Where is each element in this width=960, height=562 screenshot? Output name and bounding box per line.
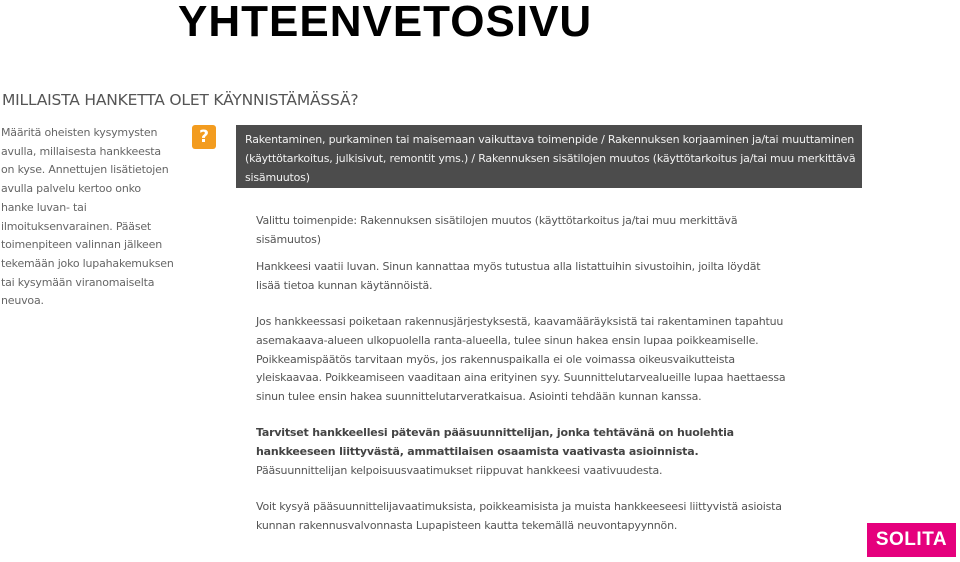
permit-needed-text: Hankkeesi vaatii luvan. Sinun kannattaa myös tutustua alla listattuihin sivustoihin, joilta löydät lisää tietoa kunnan käytännöistä. (256, 260, 761, 292)
contact-info-text: Voit kysyä pääsuunnittelijavaatimuksista, poikkeamisista ja muista hankkeeseesi liittyvistä asioista kunnan rakennusvalvonnasta Lupapisteen kautta tekemällä neuvontapyynnön. (256, 500, 782, 532)
deviation-info-text: Jos hankkeessasi poiketaan rakennusjärjestyksestä, kaavamääräyksistä tai rakentaminen tapahtuu asemakaava-alueen ulkopuolella ranta-alueella, tulee sinun hakea ensin lupaa poikkeamiselle. Poikkeamispäätös tarvitaan myös, jos rakennuspaikalla ei ole voimassa oikeusvaikutteista yleiskaavaa. Poikkeamiseen vaaditaan aina erityinen syy. Suunnittelutarvealueille lupaa haettaessa sinun tulee ensin hakea suunnittelutarveratkaisua. Asiointi tehdään kunnan kanssa. (256, 315, 786, 403)
summary-content (256, 212, 786, 532)
designer-text: Pääsuunnittelijan kelpoisuusvaatimukset riippuvat hankkeesi vaativuudesta. (256, 463, 663, 477)
slide-title: YHTEENVETOSIVU (178, 0, 593, 46)
designer-info (256, 424, 786, 480)
instructions-text: Määritä oheisten kysymysten avulla, millaisesta hankkeesta on kyse. Annettujen lisätietojen avulla palvelu kertoo onko hanke luvan- tai ilmoituksenvarainen. Pääset toimenpiteen valinnan jälkeen tekemään joko lupahakemuksen tai kysymään viranomaiselta neuvoa. (1, 126, 174, 308)
help-icon[interactable]: ? (192, 125, 216, 149)
designer-bold-text: Tarvitset hankkeellesi pätevän pääsuunnittelijan, jonka tehtävänä on huolehtia hankkeeseen liittyvästä, ammattilaisen osaamista vaativasta asioinnista. (256, 426, 734, 458)
selection-summary: Rakentaminen, purkaminen tai maisemaan vaikuttava toimenpide / Rakennuksen korjaaminen ja/tai muuttaminen (käyttötarkoitus, julkisivut, remontit yms.) / Rakennuksen sisätilojen muutos (käyttötarkoitus ja/tai muu merkittävä sisämuutos) (236, 125, 862, 188)
selected-action: Valittu toimenpide: Rakennuksen sisätilojen muutos (käyttötarkoitus ja/tai muu merkittävä sisämuutos) (256, 214, 738, 246)
solita-logo: SOLITA (867, 523, 956, 557)
page-heading: MILLAISTA HANKETTA OLET KÄYNNISTÄMÄSSÄ? (2, 91, 359, 109)
